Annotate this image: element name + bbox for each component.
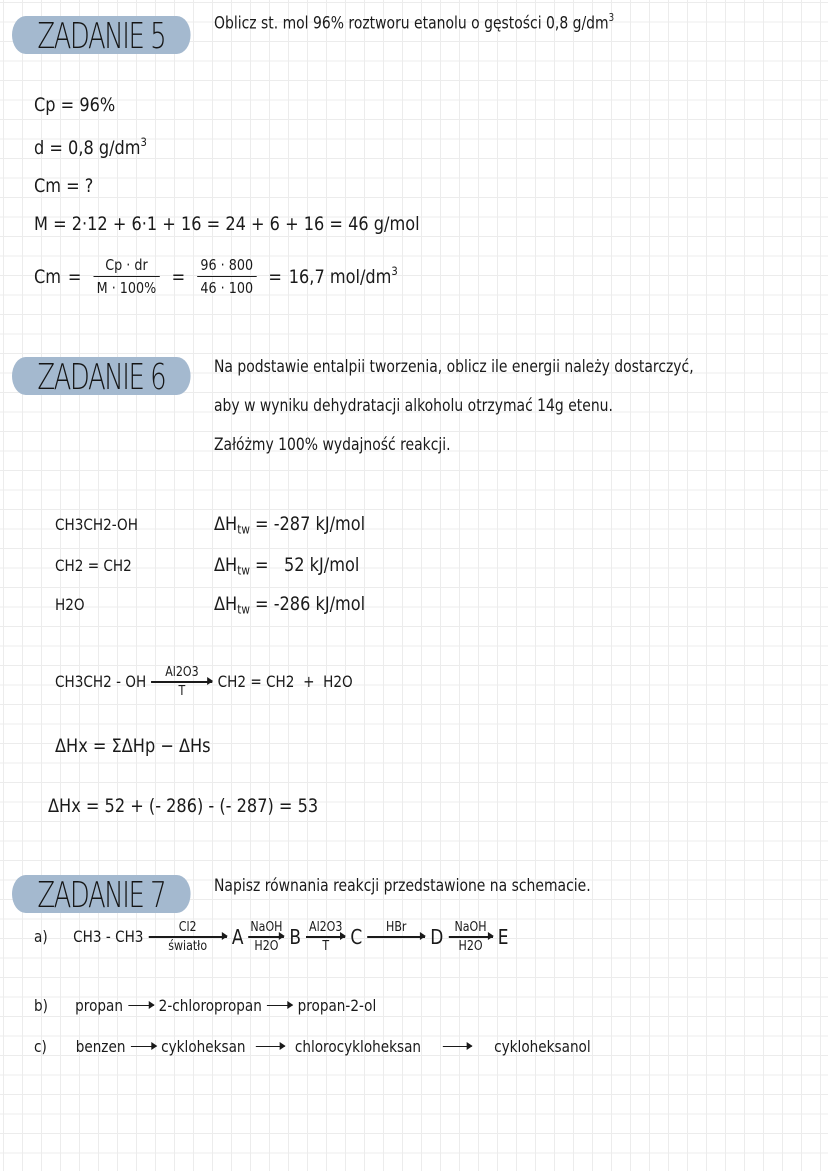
reactant: CH3CH2 - OH	[55, 672, 147, 692]
enthalpy-value-ethene	[214, 554, 359, 578]
scheme-product-c: C	[350, 924, 363, 949]
arrow-reagent: Al2O3	[309, 920, 343, 935]
arrow-right-icon	[131, 1046, 157, 1048]
cm-result	[289, 264, 398, 288]
task5-badge	[12, 16, 191, 57]
delta-h-label: ΔH	[214, 554, 238, 576]
delta-h-sub: tw	[237, 522, 250, 537]
task7-badge-label: ZADANIE 7	[37, 875, 166, 916]
enthalpy-compound-ethene: CH2 = CH2	[55, 556, 132, 575]
eq-sign: =	[67, 265, 82, 288]
enthalpy-calculation: ΔHx = 52 + (- 286) - (- 287) = 53	[48, 795, 319, 817]
arrow-right-icon	[443, 1046, 472, 1048]
arrow-right-icon	[149, 936, 227, 938]
fraction-numerator: 96 · 800	[200, 256, 254, 274]
task5-badge-label: ZADANIE 5	[37, 16, 166, 57]
cm-lhs: Cm	[34, 265, 62, 288]
scheme-arrow-1	[149, 920, 227, 954]
delta-h-sub: tw	[237, 602, 250, 617]
task7-badge	[12, 875, 191, 916]
arrow-condition: T	[322, 938, 330, 954]
task5-prompt-sup: 3	[608, 12, 615, 24]
arrow-right-icon	[256, 1046, 285, 1048]
scheme-product-b: B	[289, 924, 302, 949]
given-density-text: d = 0,8 g/dm	[34, 137, 141, 160]
scheme-item: propan-2-ol	[297, 996, 377, 1015]
given-density	[34, 135, 147, 159]
arrow-right-icon	[249, 936, 285, 938]
fraction-numerator: Cp · dr	[105, 256, 148, 274]
task6-prompt-line-1: Na podstawie entalpii tworzenia, oblicz ile energii należy dostarczyć,	[214, 357, 694, 377]
arrow-catalyst: Al2O3	[165, 665, 199, 680]
scheme-product-d: D	[430, 924, 444, 949]
eq-sign: =	[171, 265, 186, 288]
scheme-item: cykloheksan	[161, 1037, 246, 1056]
scheme-label: a)	[34, 927, 48, 947]
arrow-reagent: NaOH	[250, 920, 283, 935]
scheme-start: CH3 - CH3	[73, 927, 144, 947]
scheme-arrow-3	[306, 920, 345, 954]
task5-prompt	[214, 12, 614, 33]
scheme-item: propan	[75, 996, 123, 1015]
arrow-right-icon	[306, 936, 345, 938]
arrow-condition: H2O	[458, 938, 483, 954]
given-density-sup: 3	[140, 135, 147, 149]
arrow-right-icon	[367, 936, 425, 938]
arrow-reagent: HBr	[386, 920, 407, 935]
scheme-arrow-4	[367, 920, 425, 954]
scheme-a	[34, 920, 508, 954]
task6-badge	[12, 357, 191, 398]
enthalpy-value-water	[214, 593, 365, 617]
products: CH2 = CH2 + H2O	[217, 672, 353, 692]
scheme-item: benzen	[75, 1037, 126, 1056]
arrow-right-icon	[448, 936, 492, 938]
task6-badge-label: ZADANIE 6	[37, 357, 166, 398]
cm-result-sup: 3	[391, 264, 398, 279]
dehydration-reaction	[55, 665, 353, 699]
cm-formula	[34, 256, 398, 297]
hess-formula: ΔHx = ΣΔHp − ΔHs	[55, 735, 211, 757]
scheme-arrow-5	[448, 920, 492, 954]
arrow-condition: światło	[168, 938, 208, 954]
fraction-denominator: 46 · 100	[197, 276, 257, 297]
delta-h-label: ΔH	[214, 593, 238, 615]
enthalpy-value-ethanol	[214, 513, 365, 537]
scheme-product-e: E	[497, 924, 509, 949]
scheme-item: 2-chloropropan	[158, 996, 262, 1015]
enthalpy-compound-water: H2O	[55, 595, 85, 614]
eq-sign: =	[268, 265, 282, 288]
scheme-c	[34, 1037, 591, 1056]
arrow-reagent: NaOH	[454, 920, 487, 935]
scheme-item: chlorocykloheksan	[294, 1037, 422, 1056]
task6-prompt-line-2: aby w wyniku dehydratacji alkoholu otrzymać 14g etenu.	[214, 396, 613, 416]
task7-prompt: Napisz równania reakcji przedstawione na schemacie.	[214, 876, 591, 896]
delta-h-value: = -287 kJ/mol	[255, 513, 366, 535]
scheme-label: b)	[34, 996, 48, 1015]
delta-h-value: = -286 kJ/mol	[255, 593, 366, 615]
arrow-condition: T	[178, 683, 186, 699]
cm-result-text: 16,7 mol/dm	[288, 266, 392, 289]
molar-mass-line: M = 2·12 + 6·1 + 16 = 24 + 6 + 16 = 46 g/mol	[34, 213, 420, 235]
arrow-condition: H2O	[254, 938, 279, 954]
fraction-denominator: M · 100%	[93, 276, 159, 297]
task6-prompt-line-3: Załóżmy 100% wydajność reakcji.	[214, 435, 451, 455]
given-cp: Cp = 96%	[34, 94, 116, 116]
arrow-reagent: Cl2	[178, 920, 197, 935]
scheme-product-a: A	[231, 924, 244, 949]
arrow-right-icon	[267, 1005, 293, 1007]
fraction-symbolic	[93, 256, 159, 297]
fraction-numeric	[197, 256, 257, 297]
scheme-label: c)	[34, 1037, 47, 1056]
delta-h-sub: tw	[237, 563, 250, 578]
scheme-b	[34, 996, 376, 1015]
arrow-right-icon	[151, 681, 212, 683]
reaction-arrow	[151, 665, 212, 699]
scheme-arrow-2	[249, 920, 285, 954]
delta-h-label: ΔH	[214, 513, 238, 535]
arrow-right-icon	[128, 1005, 154, 1007]
given-cm: Cm = ?	[34, 175, 94, 197]
scheme-item: cykloheksanol	[494, 1037, 591, 1056]
delta-h-value: = 52 kJ/mol	[255, 554, 360, 576]
task5-prompt-text: Oblicz st. mol 96% roztworu etanolu o gęstości 0,8 g/dm	[214, 13, 609, 34]
enthalpy-compound-ethanol: CH3CH2-OH	[55, 515, 138, 534]
